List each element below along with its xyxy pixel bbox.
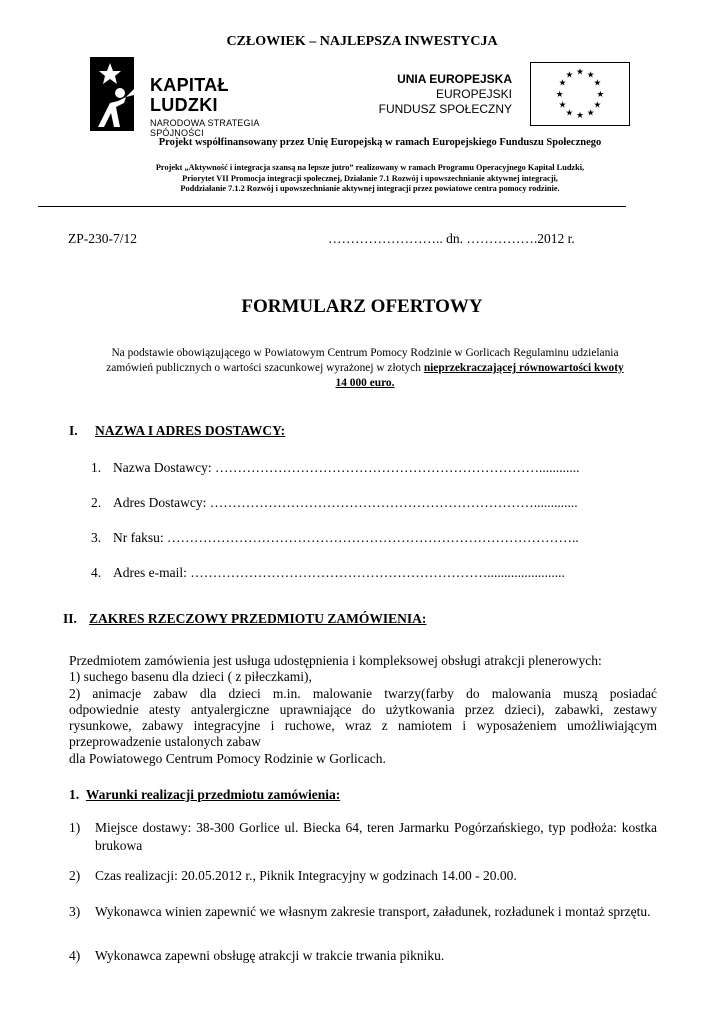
section-1-heading [69,423,285,439]
project-line: Poddziałanie 7.1.2 Rozwój i upowszechnianie aktywnej integracji przez powiatowe centra pomocy rodzinie. [180,184,560,194]
eu-flag-icon [530,62,630,126]
kapital-ludzki-title: KAPITAŁ LUDZKI [150,75,229,115]
eu-logo-line2: EUROPEJSKI [435,87,512,101]
svg-text:★: ★ [555,89,564,100]
reference-number: ZP-230-7/12 [68,231,137,246]
condition-text: Wykonawca winien zapewnić we własnym zakresie transport, załadunek, rozładunek i montaż sprzętu. [95,904,651,919]
conditions-title: Warunki realizacji przedmiotu zamówienia: [85,787,341,802]
svg-text:★: ★ [576,111,584,122]
svg-text:★: ★ [596,89,605,100]
condition-number: 3) [69,904,81,919]
condition-text: Czas realizacji: 20.05.2012 r., Piknik Integracyjny w godzinach 14.00 - 20.00. [95,868,517,883]
section-2-heading [63,611,426,627]
project-line: Projekt „Aktywność i integracja szansą na lepsze jutro” realizowany w ramach Programu Operacyjnego Kapitał Ludzki, [155,163,585,172]
svg-text:★: ★ [576,67,584,78]
section-number: II. [63,611,77,626]
section-title: NAZWA I ADRES DOSTAWCY: [95,423,286,438]
kapital-ludzki-subtitle: NARODOWA STRATEGIA SPÓJNOŚCI [150,118,260,138]
condition-item [69,899,657,924]
svg-text:★: ★ [565,108,574,119]
scope-line: odpowiednie atesty antyalergiczne uprawniające do użytkowania przez dzieci), zabawki, zestawy [69,701,657,717]
condition-number: 1) [69,820,81,835]
field-number: 2. [91,495,102,510]
form-title: FORMULARZ OFERTOWY [241,296,483,317]
header-divider [38,206,626,207]
scope-line: 2) animacje zabaw dla dzieci m.in. malowanie twarzy(farby do malowania muszą posiadać [69,685,657,701]
field-label: Adres Dostawcy: ………………………………………………………………............. [113,495,578,510]
field-label: Nazwa Dostawcy: ………………………………………………………………............ [113,460,580,475]
section-number: I. [69,423,78,438]
svg-text:★: ★ [586,70,595,81]
kapital-ludzki-logo-icon [90,57,146,131]
condition-item [69,819,657,855]
conditions-number: 1. [69,787,80,802]
field-label: Nr faksu: ……………………………………………………………………………….. [113,530,579,545]
intro-plain: zamówień publicznych o wartości szacunkowej wyrażonej w złotych [106,362,424,374]
intro-line [70,361,660,376]
intro-underlined: nieprzekraczającej równowartości kwoty [423,362,624,374]
scope-line: dla Powiatowego Centrum Pomocy Rodzinie w Gorlicach. [69,750,386,766]
scope-paragraph [69,653,657,767]
scope-line: 1) suchego basenu dla dzieci ( z piłeczkami), [69,669,312,685]
scope-line: przeprowadzenie ustalonych zabaw [69,734,261,750]
section-title: ZAKRES RZECZOWY PRZEDMIOTU ZAMÓWIENIA: [89,611,427,626]
condition-number: 2) [69,868,81,883]
scope-line: rysunkowe, zabawy integracyjne i ruchowe, wraz z namiotem i wyposażeniem umożliwiającym [69,718,657,734]
field-number: 4. [91,565,102,580]
svg-text:★: ★ [565,70,574,81]
eu-logo-line3: FUNDUSZ SPOŁECZNY [378,102,512,116]
svg-text:★: ★ [593,78,602,89]
svg-text:★: ★ [586,108,595,119]
condition-text: Wykonawca zapewni obsługę atrakcji w trakcie trwania pikniku. [95,948,445,963]
svg-text:★: ★ [558,78,567,89]
intro-paragraph [70,346,660,391]
scope-line: Przedmiotem zamówienia jest usługa udostępnienia i kompleksowej obsługi atrakcji plenerowych: [69,653,602,668]
intro-line: Na podstawie obowiązującego w Powiatowym Centrum Pomocy Rodzinie w Gorlicach Regulaminu udzielania [111,347,619,359]
project-info [90,163,650,195]
kapital-ludzki-logo [90,57,290,138]
condition-number: 4) [69,948,81,963]
field-number: 3. [91,530,102,545]
condition-item [69,867,657,885]
date-line: …………………….. dn. …………….2012 r. [328,231,575,246]
header-heading: CZŁOWIEK – NAJLEPSZA INWESTYCJA [226,34,498,49]
supplier-name-field[interactable] [91,460,631,495]
supplier-address-field[interactable] [91,495,631,530]
conditions-heading [69,787,340,803]
field-number: 1. [91,460,102,475]
cofinancing-note: Projekt współfinansowany przez Unię Europejską w ramach Europejskiego Funduszu Społecznego [158,137,602,148]
fax-field[interactable] [91,530,631,565]
email-field[interactable] [91,565,631,600]
field-label: Adres e-mail: …………………………………………………………....................... [113,565,565,580]
condition-item [69,947,657,965]
project-line: Priorytet VII Promocja integracji społecznej, Działanie 7.1 Rozwój i upowszechnianie aktywnej integracji, [182,173,558,183]
svg-text:★: ★ [593,100,602,111]
svg-text:★: ★ [558,100,567,111]
eu-logo-line1: UNIA EUROPEJSKA [397,72,512,86]
condition-text: Miejsce dostawy: 38-300 Gorlice ul. Biecka 64, teren Jarmarku Pogórzańskiego, typ podłoża: kostka brukowa [95,820,657,853]
supplier-fields [91,460,631,600]
eu-logo [368,62,630,128]
intro-amount: 14 000 euro. [335,377,395,389]
